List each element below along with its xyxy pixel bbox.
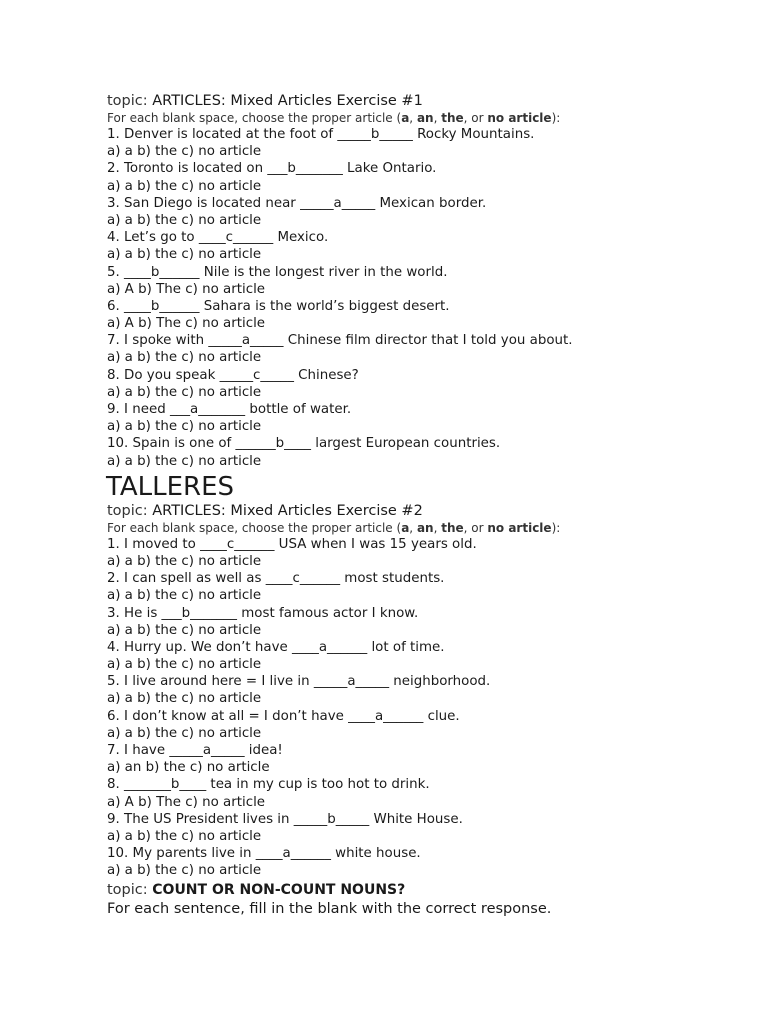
article-the: the bbox=[441, 520, 464, 535]
instruction-sep: , bbox=[433, 111, 442, 125]
exercise-2-lines bbox=[107, 536, 747, 880]
options-line: a) a b) the c) no article bbox=[107, 553, 262, 569]
question-line: 10. My parents live in ____a______ white house. bbox=[107, 846, 421, 862]
instruction-text: For each blank space, choose the proper article ( bbox=[107, 111, 402, 125]
question-line: 9. I need ___a_______ bottle of water. bbox=[107, 402, 352, 417]
question-line: 7. I have _____a_____ idea! bbox=[107, 743, 283, 758]
options-line: a) a b) the c) no article bbox=[107, 350, 262, 366]
instruction-end: ): bbox=[551, 520, 561, 535]
options-line: a) a b) the c) no article bbox=[107, 725, 262, 741]
question-line: 2. I can spell as well as ____c______ most students. bbox=[107, 571, 445, 587]
instruction-sep: , or bbox=[463, 520, 488, 535]
document-page bbox=[107, 92, 747, 919]
topic-prefix: topic: bbox=[107, 881, 153, 898]
question-line: 1. Denver is located at the foot of _____b_____ Rocky Mountains. bbox=[107, 127, 535, 142]
exercise-1-lines bbox=[107, 126, 747, 470]
topic-title: ARTICLES: Mixed Articles Exercise #1 bbox=[152, 93, 423, 109]
exercise-3 bbox=[107, 880, 747, 919]
exercise-1-topic bbox=[107, 92, 747, 111]
exercise-2-topic bbox=[107, 502, 747, 521]
options-line: a) a b) the c) no article bbox=[107, 657, 262, 673]
exercise-3-instruction: For each sentence, fill in the blank with the correct response. bbox=[107, 900, 552, 917]
options-line: a) a b) the c) no article bbox=[107, 691, 262, 707]
question-line: 3. He is ___b_______ most famous actor I know. bbox=[107, 605, 419, 621]
options-line: a) A b) The c) no article bbox=[107, 316, 266, 332]
options-line: a) a b) the c) no article bbox=[107, 144, 262, 160]
article-a: a bbox=[401, 520, 410, 535]
question-line: 2. Toronto is located on ___b_______ Lake Ontario. bbox=[107, 161, 437, 177]
options-line: a) a b) the c) no article bbox=[107, 247, 262, 263]
instruction-sep: , bbox=[409, 111, 417, 125]
question-line: 9. The US President lives in _____b_____ White House. bbox=[107, 811, 463, 827]
exercise-2-instructions bbox=[107, 521, 747, 536]
options-line: a) a b) the c) no article bbox=[107, 622, 262, 638]
exercise-2 bbox=[107, 502, 747, 880]
question-line: 10. Spain is one of ______b____ largest European countries. bbox=[107, 436, 501, 452]
topic-title: COUNT OR NON-COUNT NOUNS? bbox=[152, 881, 406, 898]
instruction-sep: , bbox=[409, 520, 417, 535]
exercise-3-topic bbox=[107, 880, 747, 900]
exercise-1-instructions bbox=[107, 111, 747, 126]
talleres-heading: TALLERES bbox=[106, 471, 235, 502]
options-line: a) an b) the c) no article bbox=[107, 760, 270, 776]
options-line: a) a b) the c) no article bbox=[107, 212, 262, 228]
instruction-text: For each blank space, choose the proper article ( bbox=[107, 520, 402, 535]
question-line: 5. ____b______ Nile is the longest river in the world. bbox=[107, 264, 448, 280]
options-line: a) a b) the c) no article bbox=[107, 863, 262, 879]
instruction-sep: , bbox=[433, 520, 442, 535]
options-line: a) a b) the c) no article bbox=[107, 384, 262, 400]
topic-title: ARTICLES: Mixed Articles Exercise #2 bbox=[152, 502, 423, 519]
options-line: a) A b) The c) no article bbox=[107, 794, 266, 810]
topic-prefix: topic: bbox=[107, 502, 153, 519]
instruction-sep: , or bbox=[463, 111, 488, 125]
question-line: 5. I live around here = I live in _____a_____ neighborhood. bbox=[107, 674, 491, 690]
options-line: a) a b) the c) no article bbox=[107, 828, 262, 844]
question-line: 6. I don’t know at all = I don’t have ____a______ clue. bbox=[107, 708, 460, 724]
question-line: 6. ____b______ Sahara is the world’s biggest desert. bbox=[107, 298, 450, 314]
article-none: no article bbox=[487, 520, 552, 535]
question-line: 8. _______b____ tea in my cup is too hot to drink. bbox=[107, 777, 430, 793]
options-line: a) A b) The c) no article bbox=[107, 281, 266, 297]
topic-prefix: topic: bbox=[107, 93, 153, 109]
options-line: a) a b) the c) no article bbox=[107, 453, 262, 469]
question-line: 3. San Diego is located near _____a_____ Mexican border. bbox=[107, 195, 487, 211]
question-line: 4. Let’s go to ____c______ Mexico. bbox=[107, 230, 329, 246]
options-line: a) a b) the c) no article bbox=[107, 178, 262, 194]
article-an: an bbox=[416, 111, 434, 125]
question-line: 1. I moved to ____c______ USA when I was 15 years old. bbox=[107, 536, 477, 552]
instruction-end: ): bbox=[551, 111, 561, 125]
options-line: a) a b) the c) no article bbox=[107, 588, 262, 604]
question-line: 8. Do you speak _____c_____ Chinese? bbox=[107, 367, 359, 383]
article-the: the bbox=[441, 111, 464, 125]
article-an: an bbox=[416, 520, 434, 535]
article-none: no article bbox=[487, 111, 552, 125]
options-line: a) a b) the c) no article bbox=[107, 419, 262, 435]
question-line: 7. I spoke with _____a_____ Chinese film director that I told you about. bbox=[107, 333, 573, 349]
article-a: a bbox=[401, 111, 410, 125]
exercise-1 bbox=[107, 92, 747, 470]
question-line: 4. Hurry up. We don’t have ____a______ lot of time. bbox=[107, 639, 445, 655]
